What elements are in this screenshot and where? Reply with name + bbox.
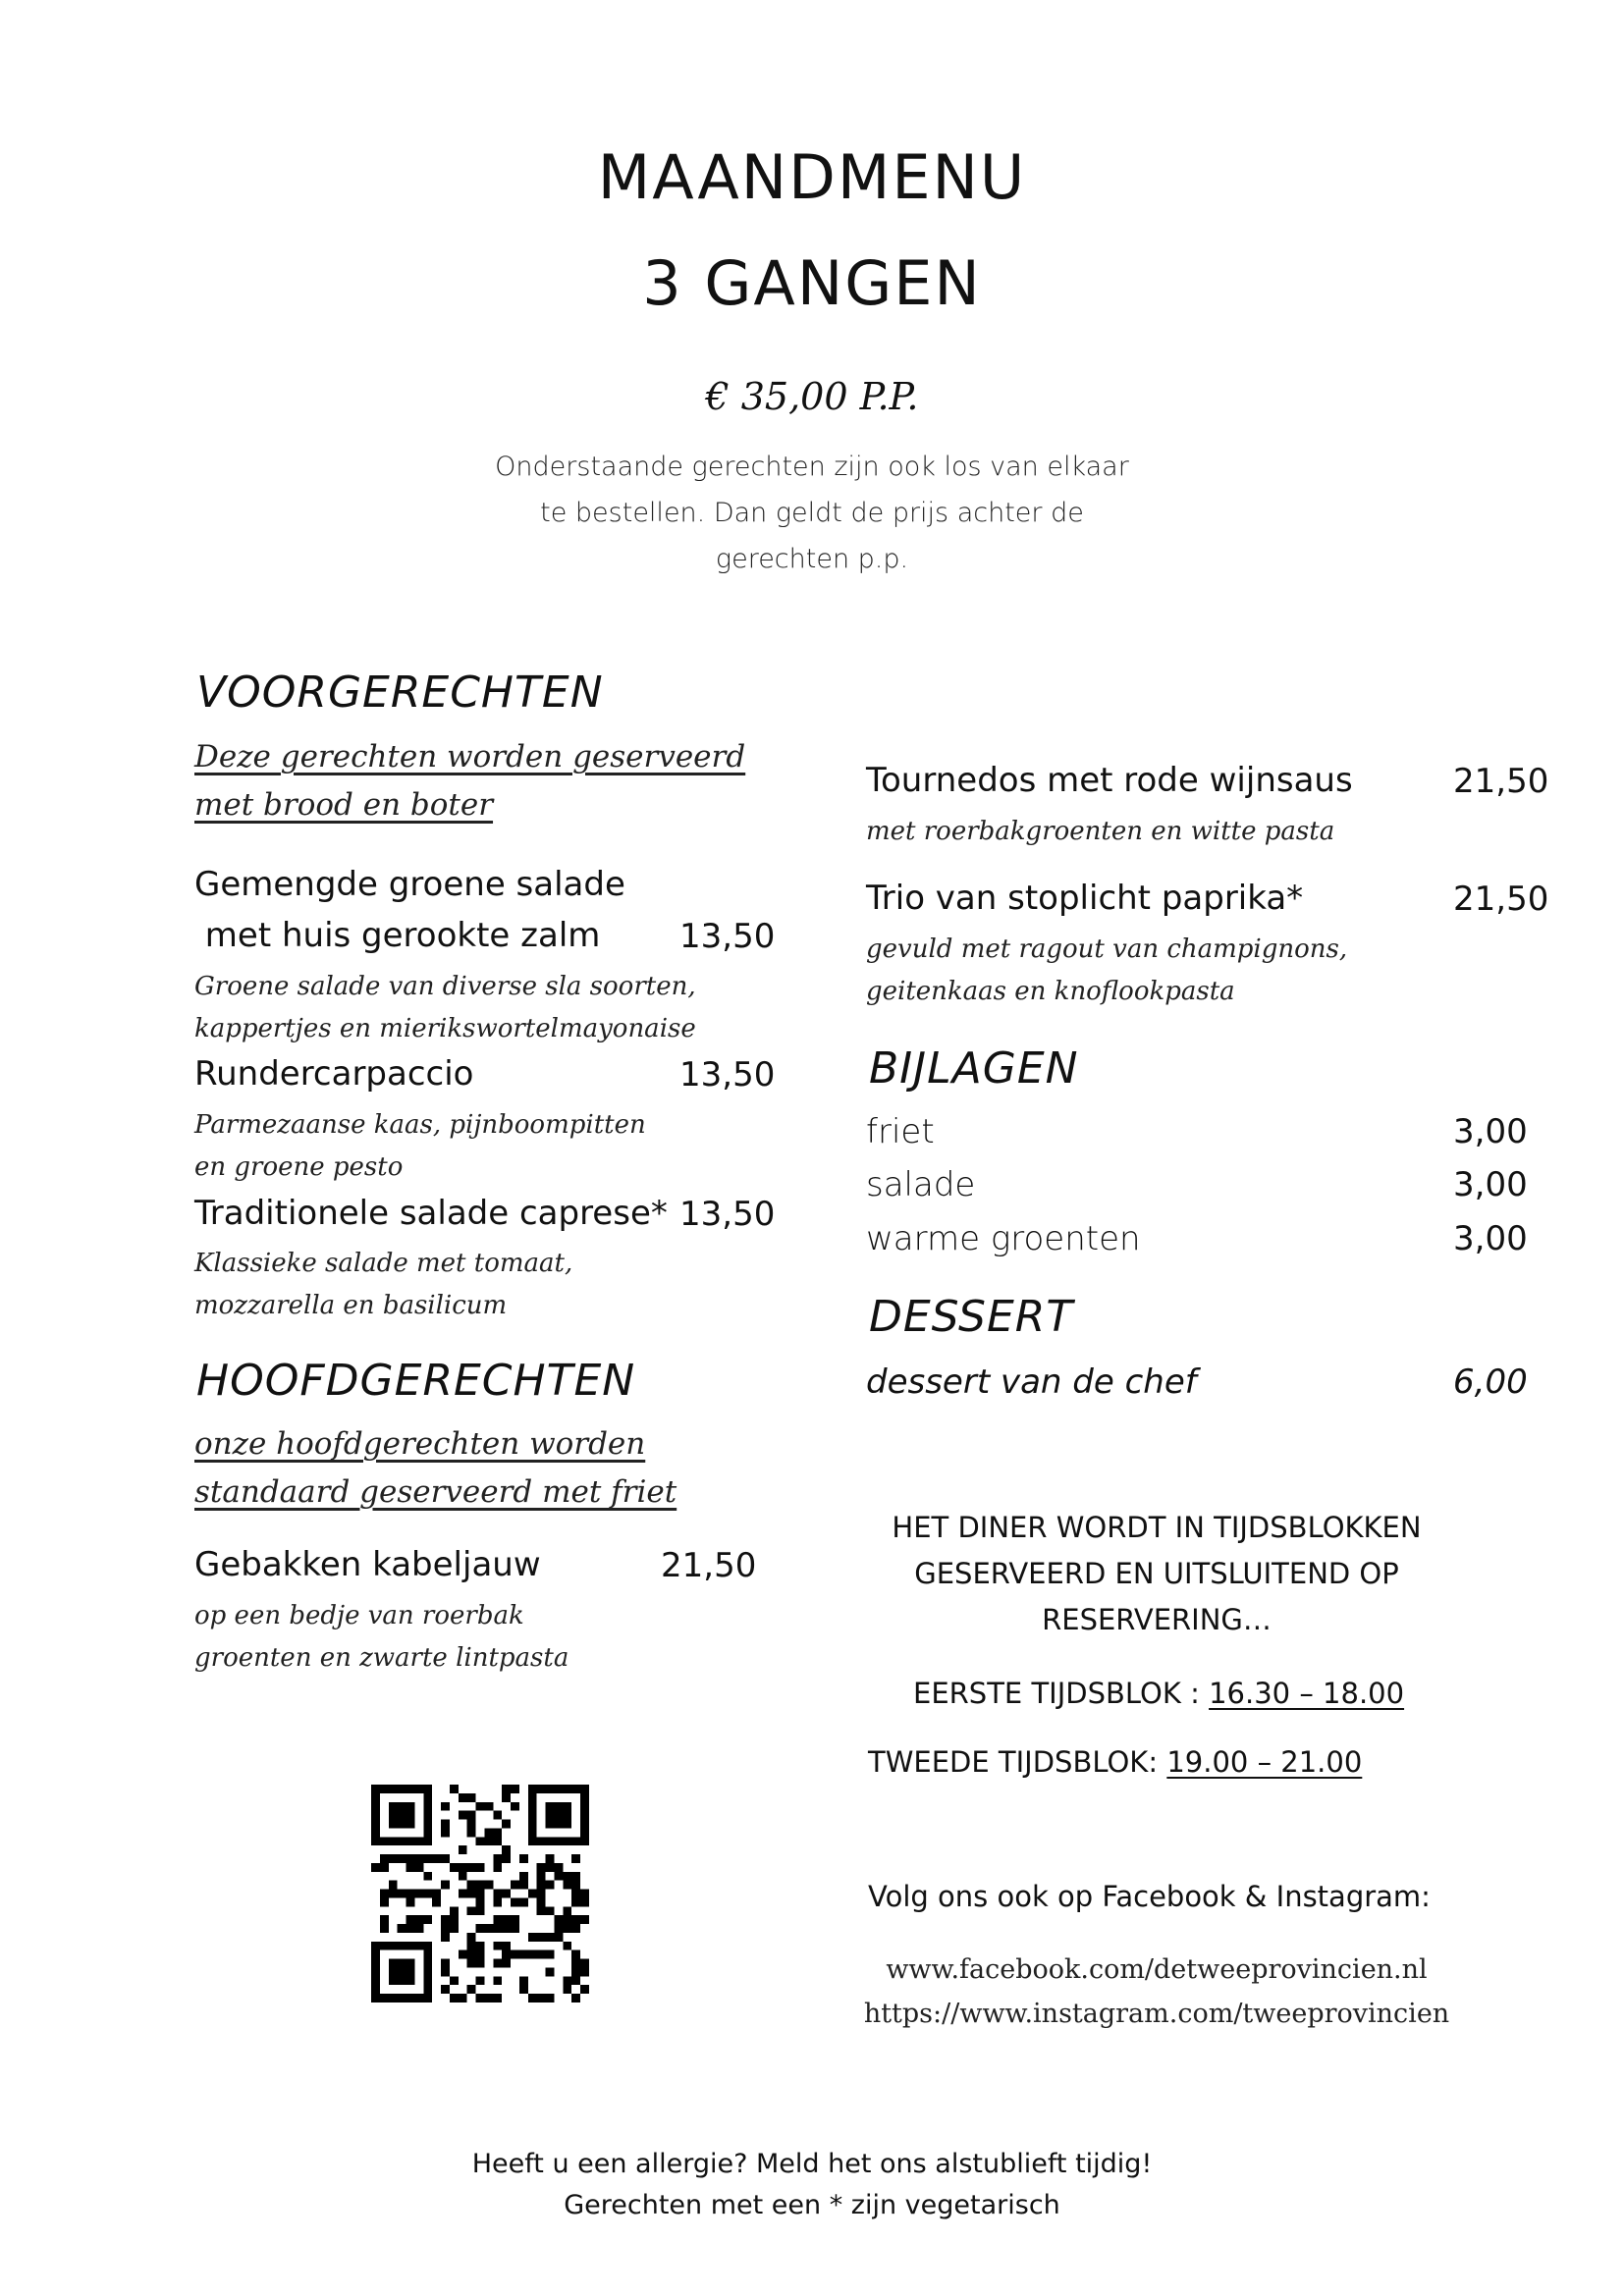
time-block-1-time: 16.30 – 18.00	[1209, 1677, 1405, 1710]
dish-description-line: Parmezaanse kaas, pijnboompitten	[194, 1110, 646, 1140]
header-note-line: gerechten p.p.	[715, 544, 909, 574]
facebook-link[interactable]: www.facebook.com/detweeprovincien.nl	[886, 1954, 1428, 1985]
time-block-1-label: EERSTE TIJDSBLOK :	[913, 1677, 1210, 1710]
side-price: 3,00	[1453, 1165, 1528, 1204]
dish-price: 13,50	[679, 917, 776, 956]
dish-name-line: met huis gerookte zalm	[194, 916, 601, 955]
dish-price: 21,50	[1453, 762, 1549, 801]
instagram-link[interactable]: https://www.instagram.com/tweeprovincien	[863, 1999, 1450, 2029]
dish-description-line: geitenkaas en knoflookpasta	[866, 977, 1235, 1006]
voorgerechten-heading: VOORGERECHTEN	[196, 667, 604, 718]
dish-description-line: kappertjes en mierikswortelmayonaise	[194, 1014, 696, 1043]
dish-description-line: op een bedje van roerbak	[194, 1601, 524, 1630]
reservation-notice	[852, 1505, 1461, 1643]
dish-description	[866, 929, 1347, 1013]
side-name: warme groenten	[866, 1219, 1141, 1258]
dish-price: 21,50	[661, 1546, 757, 1585]
dish-name: Gebakken kabeljauw	[194, 1545, 541, 1584]
menu-title-line2: 3 GANGEN	[642, 247, 982, 319]
bijlagen-heading: BIJLAGEN	[869, 1043, 1079, 1094]
allergy-notice: Heeft u een allergie? Meld het ons alstublieft tijdig!	[471, 2149, 1153, 2179]
side-price: 3,00	[1453, 1219, 1528, 1258]
vegetarian-notice: Gerechten met een * zijn vegetarisch	[564, 2190, 1060, 2220]
reservation-notice-line: HET DINER WORDT IN TIJDSBLOKKEN	[892, 1511, 1422, 1544]
dish-description-line: Groene salade van diverse sla soorten,	[194, 972, 696, 1001]
dish-name: Traditionele salade caprese*	[194, 1194, 668, 1233]
dish-name: Tournedos met rode wijnsaus	[866, 761, 1353, 800]
time-block-2-label: TWEEDE TIJDSBLOK:	[868, 1745, 1167, 1779]
dish-description-line: groenten en zwarte lintpasta	[194, 1643, 569, 1673]
dessert-heading: DESSERT	[869, 1292, 1074, 1342]
header-note	[419, 444, 1205, 582]
dish-description-line: en groene pesto	[194, 1152, 404, 1182]
dish-name: Rundercarpaccio	[194, 1054, 474, 1094]
dish-description	[194, 1595, 568, 1680]
dish-price: 13,50	[679, 1195, 776, 1234]
dish-description-line: mozzarella en basilicum	[194, 1291, 508, 1320]
hoofdgerechten-note-line: standaard geserveerd met friet	[194, 1474, 677, 1510]
hoofdgerechten-note-line: onze hoofdgerechten worden	[194, 1426, 646, 1462]
dish-name	[194, 859, 625, 961]
dish-description	[194, 1243, 572, 1327]
dessert-price: 6,00	[1453, 1362, 1528, 1402]
voorgerechten-note-line: Deze gerechten worden geserveerd	[194, 739, 746, 774]
menu-title-line1: MAANDMENU	[597, 141, 1027, 213]
dish-description: met roerbakgroenten en witte pasta	[866, 817, 1335, 846]
voorgerechten-note	[194, 733, 745, 829]
dish-price: 21,50	[1453, 880, 1549, 919]
dessert-name: dessert van de chef	[866, 1362, 1197, 1402]
qr-code-image	[371, 1785, 589, 2002]
side-name: friet	[866, 1112, 935, 1151]
voorgerechten-note-line: met brood en boter	[194, 787, 494, 823]
dish-name-line: Gemengde groene salade	[194, 865, 625, 904]
social-heading: Volg ons ook op Facebook & Instagram:	[868, 1880, 1431, 1913]
time-block-1	[913, 1671, 1404, 1717]
side-price: 3,00	[1453, 1112, 1528, 1151]
dish-description-line: Klassieke salade met tomaat,	[194, 1249, 573, 1278]
time-block-2	[868, 1739, 1362, 1786]
hoofdgerechten-note	[194, 1420, 677, 1517]
header-note-line: te bestellen. Dan geldt de prijs achter de	[540, 498, 1084, 528]
time-block-2-time: 19.00 – 21.00	[1166, 1745, 1363, 1779]
dish-description-line: gevuld met ragout van champignons,	[866, 934, 1348, 964]
dish-description	[194, 966, 696, 1050]
menu-price-per-person: € 35,00 P.P.	[705, 375, 919, 418]
dish-price: 13,50	[679, 1055, 776, 1095]
reservation-notice-line: RESERVERING…	[1042, 1603, 1272, 1636]
dish-name: Trio van stoplicht paprika*	[866, 879, 1304, 918]
side-name: salade	[866, 1165, 976, 1204]
hoofdgerechten-heading: HOOFDGERECHTEN	[196, 1356, 636, 1406]
dish-description	[194, 1104, 646, 1189]
header-note-line: Onderstaande gerechten zijn ook los van elkaar	[495, 452, 1129, 482]
reservation-notice-line: GESERVEERD EN UITSLUITEND OP	[914, 1557, 1399, 1590]
